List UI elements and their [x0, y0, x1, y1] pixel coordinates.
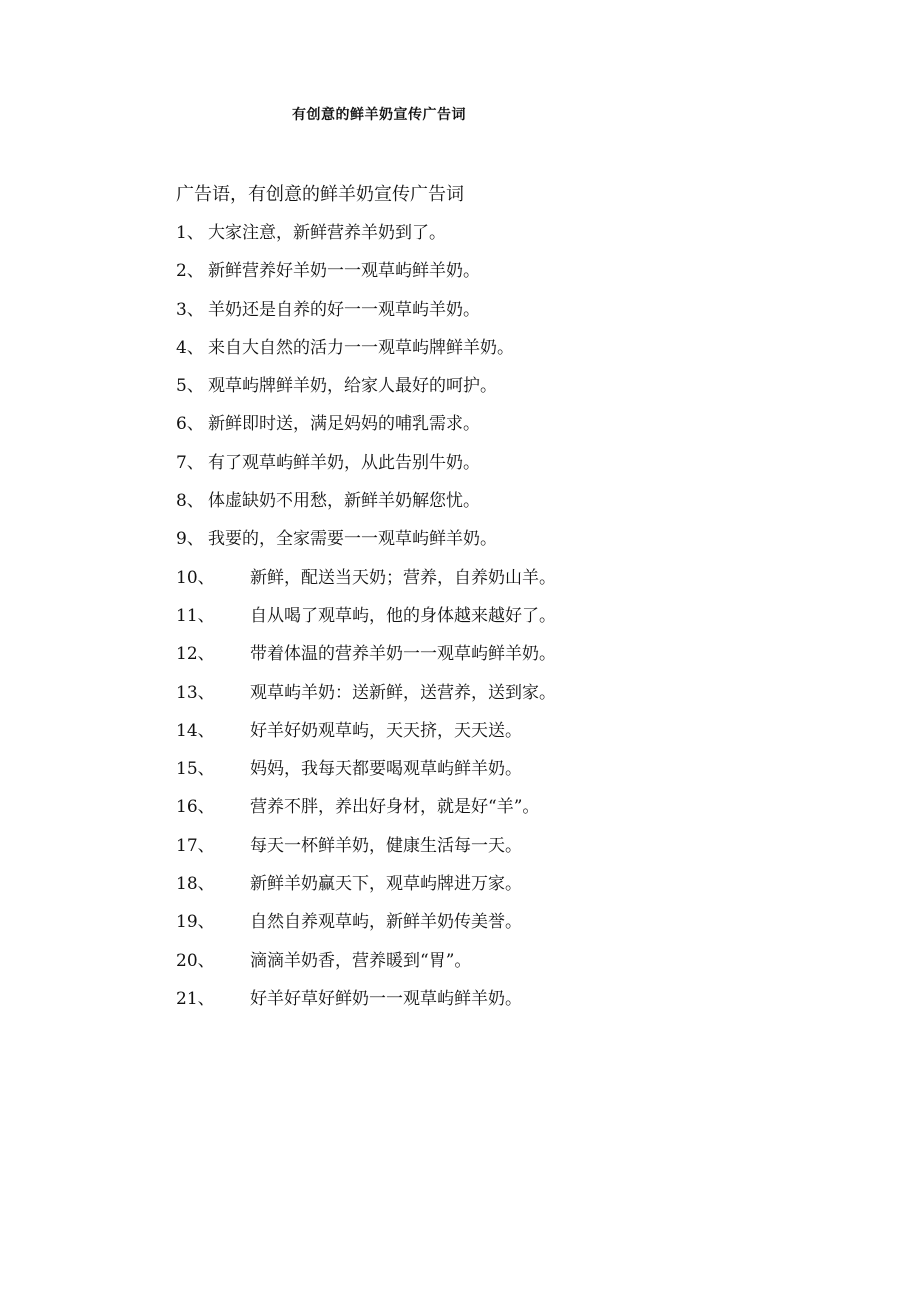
item-number: 7、	[176, 452, 204, 473]
item-text: 营养不胖，养出好身材，就是好“羊”。	[250, 797, 540, 818]
item-text: 新鲜即时送，满足妈妈的哺乳需求。	[208, 414, 480, 435]
slogan-list	[176, 221, 556, 1025]
item-number: 11、	[176, 605, 215, 626]
list-item	[176, 412, 556, 437]
list-item	[176, 757, 556, 782]
list-item	[176, 374, 556, 399]
list-item	[176, 336, 556, 361]
list-item	[176, 910, 556, 935]
item-text: 新鲜，配送当天奶；营养，自养奶山羊。	[250, 567, 556, 588]
intro-line: 广告语，有创意的鲜羊奶宣传广告词	[176, 184, 464, 205]
list-item	[176, 834, 556, 859]
item-text: 滴滴羊奶香，营养暖到“胃”。	[250, 950, 472, 971]
list-item	[176, 566, 556, 591]
item-text: 我要的，全家需要一一观草屿鲜羊奶。	[208, 529, 497, 550]
item-text: 好羊好草好鲜奶一一观草屿鲜羊奶。	[250, 988, 522, 1009]
item-text: 来自大自然的活力一一观草屿牌鲜羊奶。	[208, 337, 514, 358]
item-number: 15、	[176, 759, 215, 780]
item-text: 观草屿羊奶：送新鲜，送营养，送到家。	[250, 682, 556, 703]
item-text: 体虚缺奶不用愁，新鲜羊奶解您忧。	[208, 491, 480, 512]
item-number: 14、	[176, 720, 215, 741]
item-number: 16、	[176, 797, 215, 818]
item-text: 有了观草屿鲜羊奶，从此告别牛奶。	[208, 452, 480, 473]
item-number: 3、	[176, 299, 204, 320]
item-number: 6、	[176, 414, 204, 435]
item-text: 观草屿牌鲜羊奶，给家人最好的呵护。	[208, 376, 497, 397]
item-number: 19、	[176, 912, 215, 933]
list-item	[176, 795, 556, 820]
item-number: 5、	[176, 376, 204, 397]
list-item	[176, 259, 556, 284]
item-number: 20、	[176, 950, 215, 971]
list-item	[176, 987, 556, 1012]
item-text: 自然自养观草屿，新鲜羊奶传美誉。	[250, 912, 522, 933]
list-item	[176, 642, 556, 667]
list-item	[176, 489, 556, 514]
list-item	[176, 298, 556, 323]
item-text: 新鲜营养好羊奶一一观草屿鲜羊奶。	[208, 261, 480, 282]
item-text: 自从喝了观草屿，他的身体越来越好了。	[250, 605, 556, 626]
item-number: 9、	[176, 529, 204, 550]
item-text: 每天一杯鲜羊奶，健康生活每一天。	[250, 835, 522, 856]
item-number: 10、	[176, 567, 215, 588]
item-number: 1、	[176, 223, 204, 243]
list-item	[176, 949, 556, 974]
item-number: 13、	[176, 682, 215, 703]
list-item	[176, 719, 556, 744]
list-item	[176, 872, 556, 897]
list-item	[176, 681, 556, 706]
item-text: 新鲜羊奶赢天下，观草屿牌进万家。	[250, 874, 522, 895]
item-number: 2、	[176, 261, 204, 282]
item-number: 18、	[176, 874, 215, 895]
item-number: 17、	[176, 835, 215, 856]
list-item	[176, 527, 556, 552]
list-item	[176, 451, 556, 476]
item-number: 4、	[176, 337, 204, 358]
item-text: 带着体温的营养羊奶一一观草屿鲜羊奶。	[250, 644, 556, 665]
item-number: 21、	[176, 988, 215, 1009]
item-number: 8、	[176, 491, 204, 512]
item-text: 大家注意，新鲜营养羊奶到了。	[208, 223, 446, 243]
item-text: 羊奶还是自养的好一一观草屿羊奶。	[208, 299, 480, 320]
list-item	[176, 604, 556, 629]
item-text: 好羊好奶观草屿，天天挤，天天送。	[250, 720, 522, 741]
item-text: 妈妈，我每天都要喝观草屿鲜羊奶。	[250, 759, 522, 780]
document-title: 有创意的鲜羊奶宣传广告词	[292, 107, 466, 123]
item-number: 12、	[176, 644, 215, 665]
list-item	[176, 221, 556, 246]
